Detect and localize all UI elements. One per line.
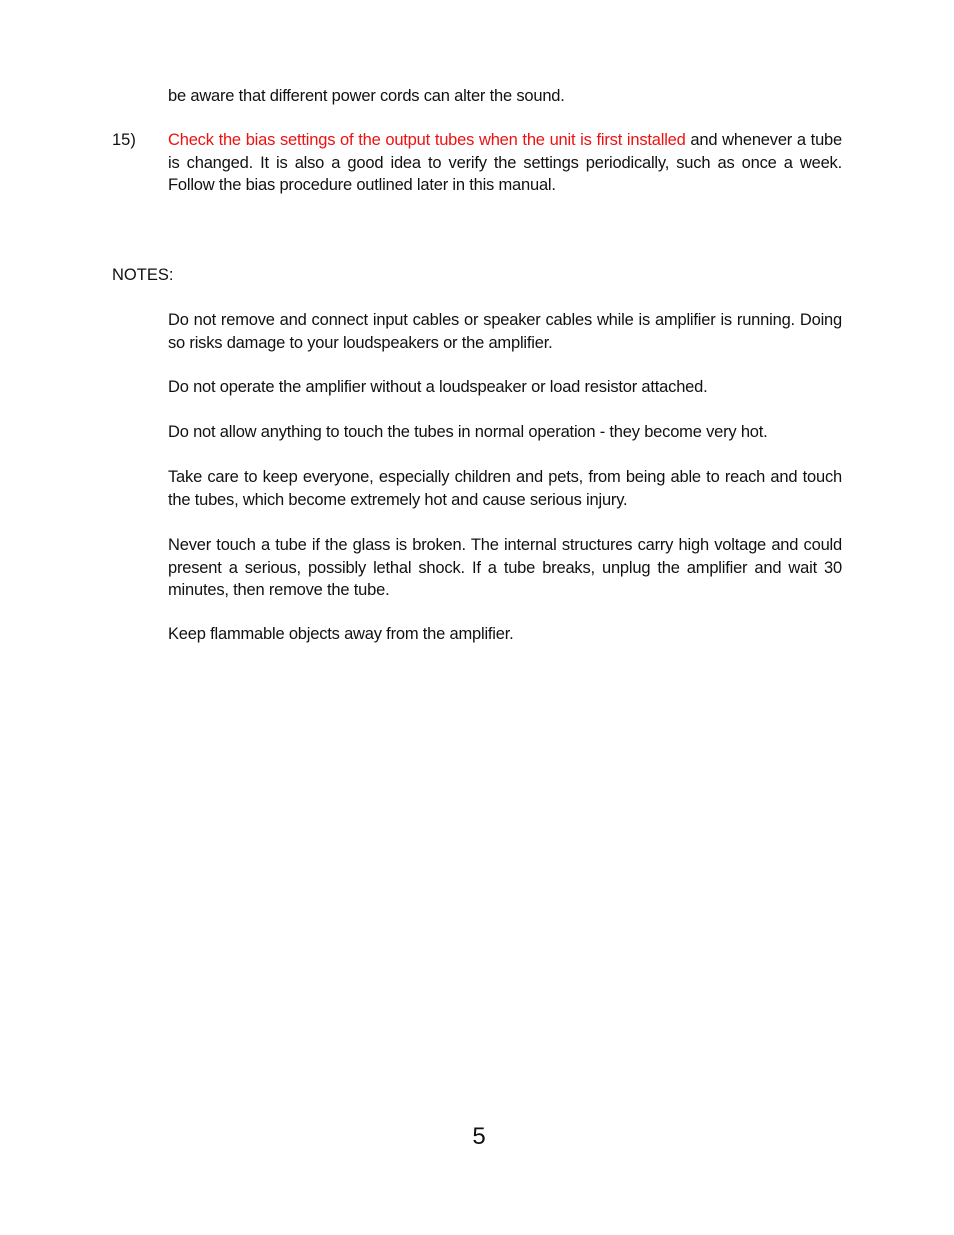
continuation-paragraph: be aware that different power cords can alter the sound. (168, 87, 565, 105)
note-item: Do not allow anything to touch the tubes in normal operation - they become very hot. (168, 423, 768, 441)
note-item: Do not remove and connect input cables or speaker cables while is amplifier is running. Doing so risks damage to your loudspeakers or the amplifier. (168, 311, 842, 352)
notes-heading: NOTES: (112, 266, 174, 284)
item-15-paragraph (168, 129, 842, 197)
item-15-text: and whenever a tube is changed. It is also a good idea to verify the settings periodically, such as once a week. Follow the bias procedure outlined later in this manual. (168, 131, 842, 194)
note-item: Keep flammable objects away from the amplifier. (168, 625, 514, 643)
note-item: Take care to keep everyone, especially children and pets, from being able to reach and touch the tubes, which become extremely hot and cause serious injury. (168, 468, 842, 509)
note-item: Do not operate the amplifier without a loudspeaker or load resistor attached. (168, 378, 708, 396)
item-number: 15) (112, 131, 136, 149)
note-item: Never touch a tube if the glass is broken. The internal structures carry high voltage and could present a serious, possibly lethal shock. If a tube breaks, unplug the amplifier and wait 30 minutes, then remove the tube. (168, 536, 842, 599)
bias-warning-highlight: Check the bias settings of the output tubes when the unit is first installed (168, 131, 686, 149)
page-number: 5 (472, 1123, 486, 1150)
